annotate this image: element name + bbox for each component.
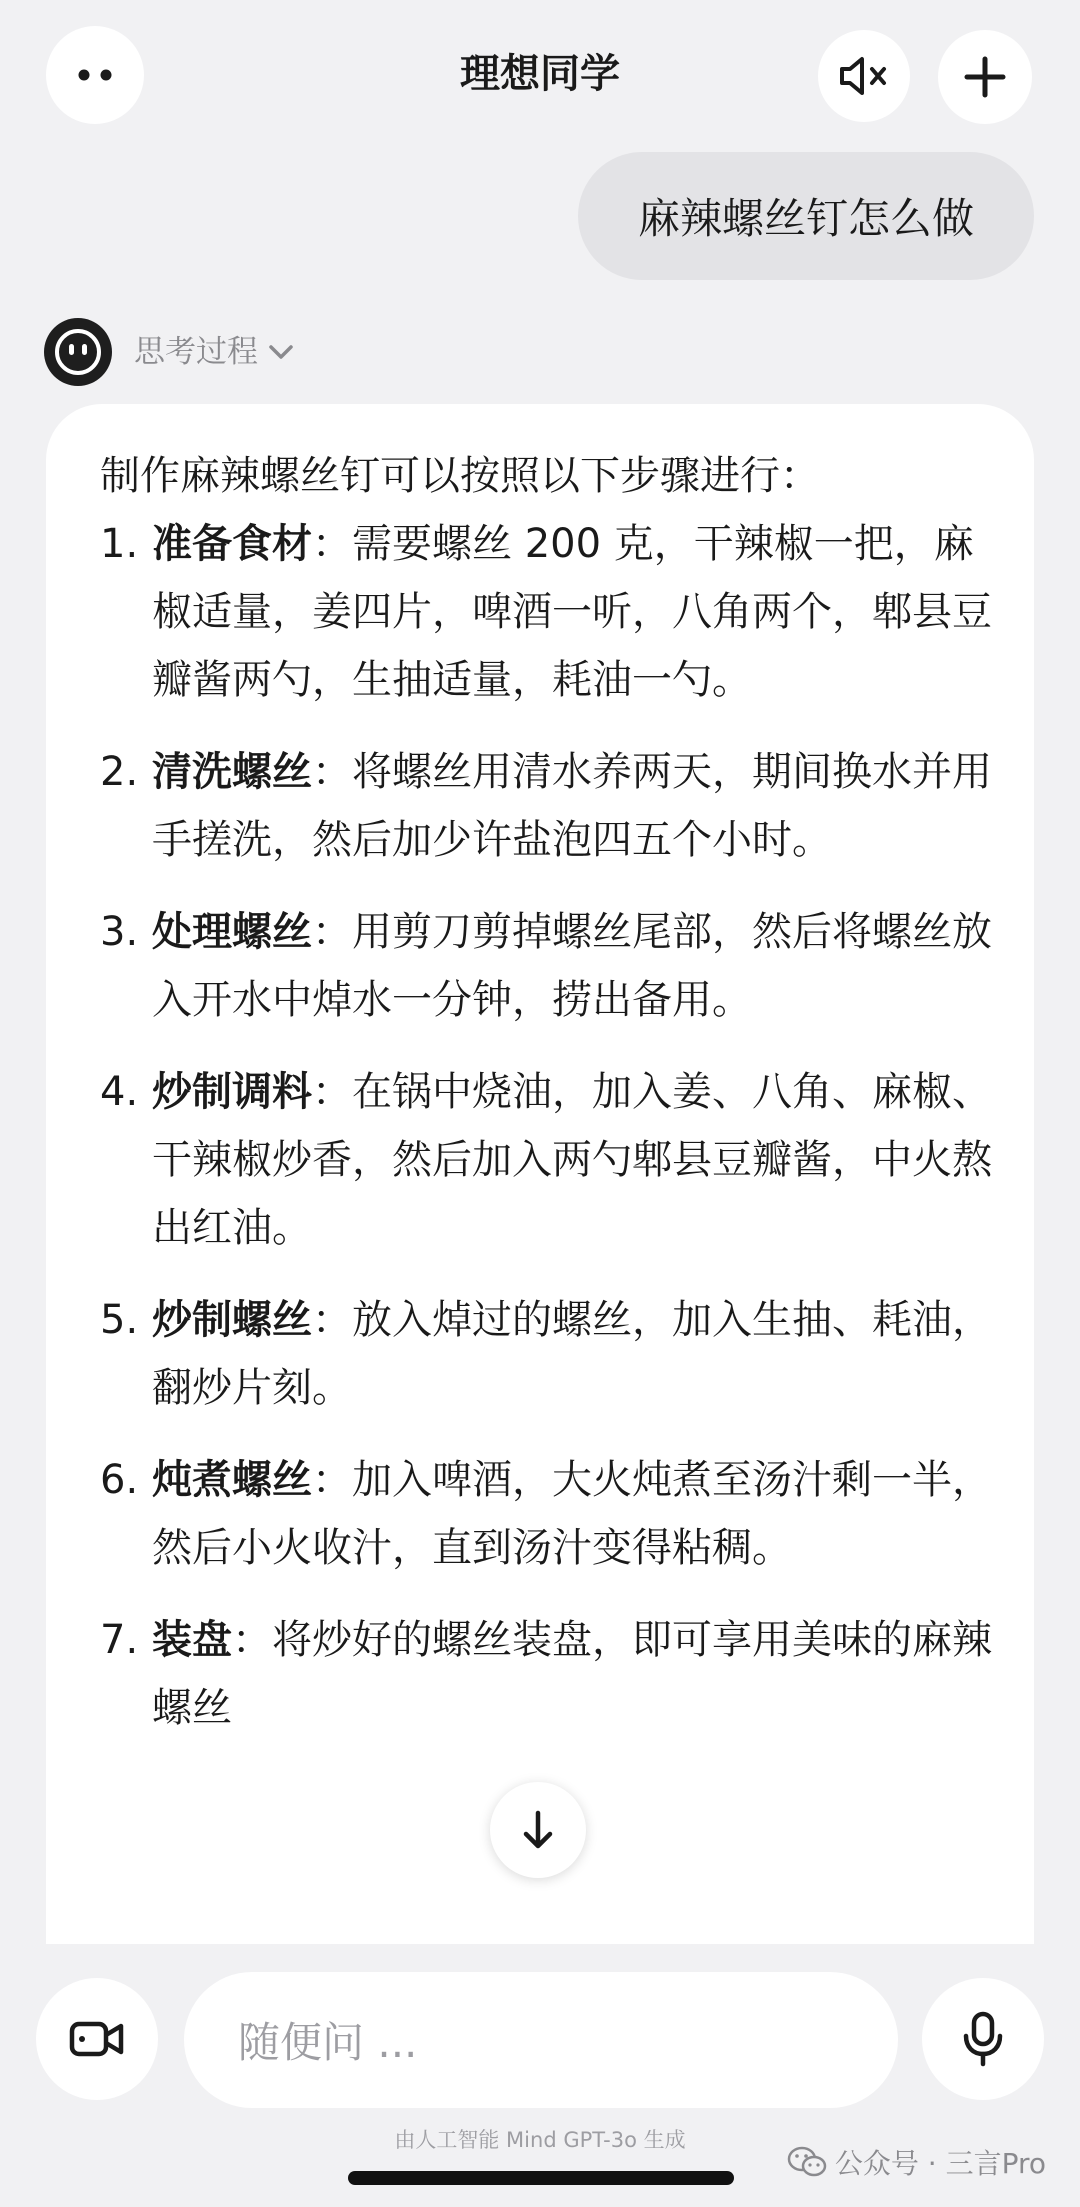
smiley-face-icon — [44, 318, 112, 386]
watermark — [787, 2142, 1046, 2182]
step-text: ：用剪刀剪掉螺丝尾部，然后将螺丝放入开水中焯水一分钟，捞出备用。 — [152, 909, 992, 1023]
chevron-down-icon — [266, 342, 296, 362]
list-item — [100, 1606, 1000, 1742]
step-number: 4. — [100, 1069, 139, 1115]
step-title: 炒制螺丝 — [152, 1297, 312, 1343]
step-text: ：将螺丝用清水养两天，期间换水并用手搓洗，然后加少许盐泡四五个小时。 — [152, 749, 992, 863]
watermark-text: 公众号 · 三言Pro — [834, 2147, 1046, 2180]
video-camera-icon — [69, 2019, 125, 2059]
step-number: 6. — [100, 1457, 139, 1503]
ask-input-placeholder: 随便问 ... — [238, 2018, 418, 2067]
step-title: 装盘 — [152, 1617, 232, 1663]
assistant-avatar — [44, 318, 112, 386]
plus-icon — [963, 55, 1007, 99]
home-indicator[interactable] — [348, 2171, 734, 2185]
step-text: ：将炒好的螺丝装盘，即可享用美味的麻辣螺丝 — [152, 1617, 992, 1731]
thinking-process-toggle[interactable] — [134, 330, 296, 374]
step-number: 5. — [100, 1297, 139, 1343]
step-title: 炒制调料 — [152, 1069, 312, 1115]
list-item — [100, 1446, 1000, 1582]
list-item — [100, 738, 1000, 874]
speaker-muted-icon — [838, 54, 890, 98]
microphone-icon — [961, 2011, 1005, 2067]
list-item — [100, 510, 1000, 714]
scroll-to-bottom-button[interactable] — [490, 1782, 586, 1878]
assistant-answer-card — [46, 404, 1034, 1944]
step-text: ：需要螺丝 200 克，干辣椒一把，麻椒适量，姜四片，啤酒一听，八角两个，郫县豆瓣酱两勺，生抽适量，耗油一勺。 — [152, 521, 992, 703]
new-chat-button[interactable] — [938, 30, 1032, 124]
ask-input[interactable] — [184, 1972, 898, 2108]
list-item — [100, 1058, 1000, 1262]
answer-intro: 制作麻辣螺丝钉可以按照以下步骤进行： — [100, 453, 820, 499]
recipe-steps-list — [100, 510, 1000, 1742]
step-text: ：加入啤酒，大火炖煮至汤汁剩一半，然后小火收汁，直到汤汁变得粘稠。 — [152, 1457, 992, 1571]
step-number: 3. — [100, 909, 139, 955]
video-call-button[interactable] — [36, 1978, 158, 2100]
step-title: 清洗螺丝 — [152, 749, 312, 795]
arrow-down-icon — [518, 1808, 558, 1852]
list-item — [100, 898, 1000, 1034]
step-title: 处理螺丝 — [152, 909, 312, 955]
thinking-label: 思考过程 — [134, 334, 258, 370]
ai-generated-note: 由人工智能 Mind GPT-3o 生成 — [394, 2128, 686, 2152]
step-number: 2. — [100, 749, 139, 795]
step-number: 7. — [100, 1617, 139, 1663]
step-text: ：放入焯过的螺丝，加入生抽、耗油，翻炒片刻。 — [152, 1297, 992, 1411]
user-message-bubble — [578, 152, 1034, 280]
step-text: ：在锅中烧油，加入姜、八角、麻椒、干辣椒炒香，然后加入两勺郫县豆瓣酱，中火熬出红油。 — [152, 1069, 992, 1251]
mute-button[interactable] — [818, 30, 910, 122]
user-message-text: 麻辣螺丝钉怎么做 — [637, 194, 974, 243]
wechat-icon — [787, 2146, 827, 2178]
voice-input-button[interactable] — [922, 1978, 1044, 2100]
step-title: 准备食材 — [152, 521, 312, 567]
page-title: 理想同学 — [460, 51, 620, 97]
step-title: 炖煮螺丝 — [152, 1457, 312, 1503]
list-item — [100, 1286, 1000, 1422]
step-number: 1. — [100, 521, 139, 567]
